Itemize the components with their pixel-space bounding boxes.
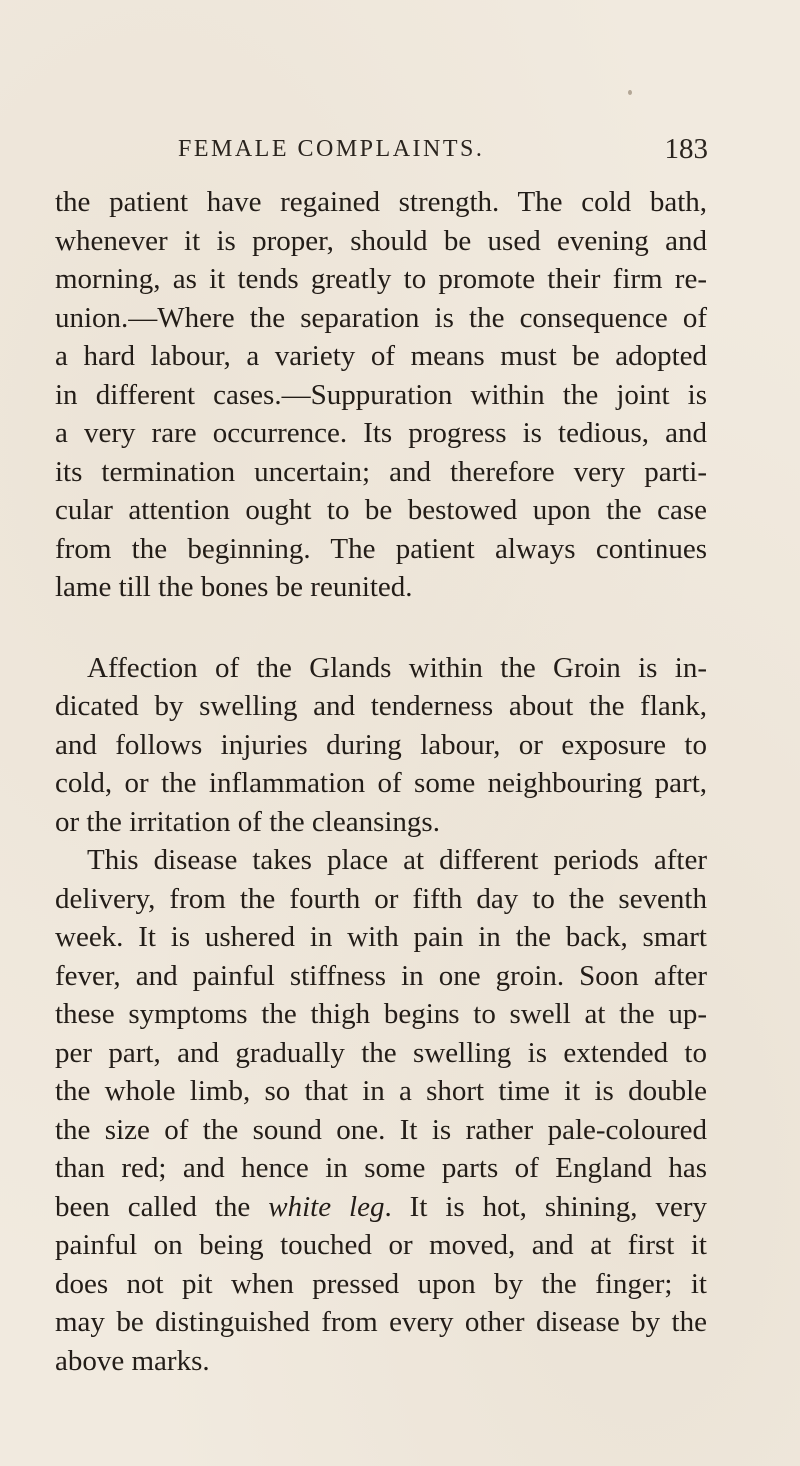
running-head: FEMALE COMPLAINTS. bbox=[178, 136, 485, 162]
paragraph-glands bbox=[55, 649, 707, 842]
text-line: lame till the bones be reunited. bbox=[55, 571, 413, 603]
text-line: fever, and painful stiffness in one groin. Soon after bbox=[55, 959, 707, 992]
text-line: these symptoms the thigh begins to swell at the up- bbox=[55, 998, 707, 1030]
text-line-italic bbox=[55, 1188, 707, 1227]
text-line: morning, as it tends greatly to promote their firm re- bbox=[55, 263, 707, 295]
paragraph-disease bbox=[55, 841, 707, 1380]
text-line: than red; and hence in some parts of England has bbox=[55, 1152, 707, 1184]
text-segment: been called the bbox=[55, 1190, 269, 1223]
page-header bbox=[178, 133, 708, 172]
text-line: week. It is ushered in with pain in the back, smart bbox=[55, 921, 707, 953]
text-line: from the beginning. The patient always continues bbox=[55, 532, 707, 565]
text-segment: . It is hot, shining, very bbox=[384, 1190, 708, 1223]
text-line: painful on being touched or moved, and at first it bbox=[55, 1229, 707, 1261]
text-line: Affection of the Glands within the Groin is in- bbox=[87, 651, 707, 684]
text-line: the size of the sound one. It is rather pale-coloured bbox=[55, 1113, 707, 1146]
ink-speck bbox=[628, 90, 632, 95]
text-line: cold, or the inflammation of some neighbouring part, bbox=[55, 767, 707, 799]
text-line: does not pit when pressed upon by the finger; it bbox=[55, 1267, 707, 1300]
text-line: delivery, from the fourth or fifth day to the seventh bbox=[55, 882, 707, 915]
text-line: a very rare occurrence. Its progress is tedious, and bbox=[55, 417, 707, 449]
text-line: and follows injuries during labour, or exposure to bbox=[55, 728, 707, 761]
text-line: a hard labour, a variety of means must be adopted bbox=[55, 340, 707, 372]
text-line: whenever it is proper, should be used evening and bbox=[55, 224, 707, 257]
text-line: or the irritation of the cleansings. bbox=[55, 805, 440, 838]
body-text bbox=[55, 183, 707, 1380]
text-line: per part, and gradually the swelling is extended to bbox=[55, 1036, 707, 1069]
text-line: cular attention ought to be bestowed upon the case bbox=[55, 494, 707, 526]
text-line: may be distinguished from every other disease by the bbox=[55, 1306, 707, 1338]
text-line: the whole limb, so that in a short time it is double bbox=[55, 1075, 707, 1107]
text-line: in different cases.—Suppuration within the joint is bbox=[55, 378, 707, 411]
text-line: This disease takes place at different periods after bbox=[87, 844, 707, 876]
italic-term: white leg bbox=[268, 1190, 385, 1223]
text-line: union.—Where the separation is the consequence of bbox=[55, 301, 707, 334]
paragraph-gap bbox=[55, 607, 707, 649]
text-line: its termination uncertain; and therefore very parti- bbox=[55, 455, 707, 488]
text-line: the patient have regained strength. The cold bath, bbox=[55, 186, 707, 218]
paragraph-continued bbox=[55, 183, 707, 607]
page-number: 183 bbox=[664, 133, 708, 165]
text-line: dicated by swelling and tenderness about the flank, bbox=[55, 690, 707, 722]
text-line: above marks. bbox=[55, 1344, 210, 1377]
